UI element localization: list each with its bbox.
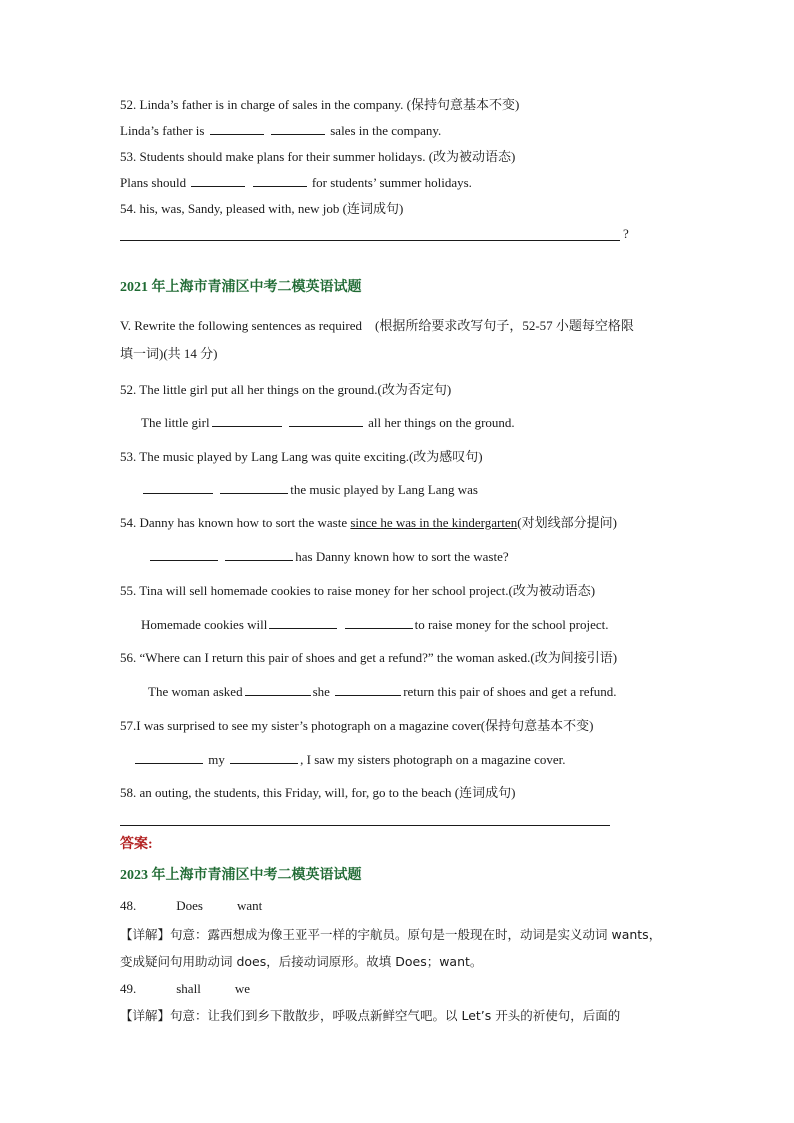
s-q52-answer-line: The little girl all her things on the ground.	[141, 415, 515, 430]
blank[interactable]	[150, 548, 218, 561]
blank[interactable]	[269, 616, 337, 629]
s-q55-answer-line: Homemade cookies will to raise money for the school project.	[141, 617, 609, 632]
q52-prompt: 52. Linda’s father is in charge of sales in the company. (保持句意基本不变)	[120, 97, 520, 112]
blank[interactable]	[253, 174, 307, 187]
q53-prompt: 53. Students should make plans for their summer holidays. (改为被动语态)	[120, 149, 516, 164]
section-instructions-line2: 填一词)(共 14 分)	[120, 346, 218, 361]
s-q53-prompt: 53. The music played by Lang Lang was quite exciting.(改为感叹句)	[120, 449, 483, 464]
blank[interactable]	[210, 122, 264, 135]
s-q53-answer-line: the music played by Lang Lang was	[141, 481, 478, 499]
blank[interactable]	[135, 751, 203, 764]
s-q58-prompt: 58. an outing, the students, this Friday, will, for, go to the beach (连词成句)	[120, 785, 516, 800]
blank[interactable]	[220, 481, 288, 494]
answer-48-detail-1: 【详解】句意：露西想成为像王亚平一样的宇航员。原句是一般现在时，动词是实义动词 wants，	[120, 927, 662, 942]
s-q57-prompt: 57.I was surprised to see my sister’s photograph on a magazine cover(保持句意基本不变)	[120, 718, 594, 733]
blank[interactable]	[212, 414, 282, 427]
blank[interactable]	[345, 616, 413, 629]
section-instructions-line1: V. Rewrite the following sentences as required (根据所给要求改写句子，52-57 小题每空格限	[120, 318, 634, 333]
s-q55-prompt: 55. Tina will sell homemade cookies to raise money for her school project.(改为被动语态)	[120, 583, 596, 598]
answers-label: 答案:	[120, 837, 153, 852]
q54-prompt: 54. his, was, Sandy, pleased with, new job (连词成句)	[120, 201, 404, 216]
section-2021-title: 2021 年上海市青浦区中考二模英语试题	[120, 280, 362, 295]
answer-49: 49. shall we	[120, 981, 250, 996]
s-q52-prompt: 52. The little girl put all her things on the ground.(改为否定句)	[120, 382, 452, 397]
s-q56-prompt: 56. “Where can I return this pair of shoes and get a refund?” the woman asked.(改为间接引语)	[120, 650, 618, 665]
blank[interactable]	[271, 122, 325, 135]
q53-answer-line: Plans should for students’ summer holidays.	[120, 175, 472, 190]
blank[interactable]	[143, 481, 213, 494]
blank[interactable]	[335, 683, 401, 696]
s-q56-answer-line: The woman asked she return this pair of shoes and get a refund.	[148, 684, 617, 699]
answer-49-detail-1: 【详解】句意：让我们到乡下散散步，呼吸点新鲜空气吧。以 Let’s 开头的祈使句，后面的	[120, 1008, 621, 1023]
q54-answer-rule[interactable]	[120, 240, 620, 241]
answer-48: 48. Does want	[120, 898, 263, 913]
s-q57-answer-line: my , I saw my sisters photograph on a magazine cover.	[133, 751, 565, 769]
blank[interactable]	[225, 548, 293, 561]
blank[interactable]	[230, 751, 298, 764]
s-q54-prompt: 54. Danny has known how to sort the waste since he was in the kindergarten(对划线部分提问)	[120, 515, 617, 530]
blank[interactable]	[191, 174, 245, 187]
answer-48-detail-2: 变成疑问句用助动词 does，后接动词原形。故填 Does；want。	[120, 954, 483, 969]
s-q54-answer-line: has Danny known how to sort the waste?	[148, 548, 509, 566]
q54-end-mark: ?	[623, 226, 629, 241]
answers-section-title: 2023 年上海市青浦区中考二模英语试题	[120, 868, 362, 883]
s-q58-answer-rule[interactable]	[120, 825, 610, 826]
blank[interactable]	[289, 414, 363, 427]
q52-answer-line: Linda’s father is sales in the company.	[120, 123, 442, 138]
blank[interactable]	[245, 683, 311, 696]
